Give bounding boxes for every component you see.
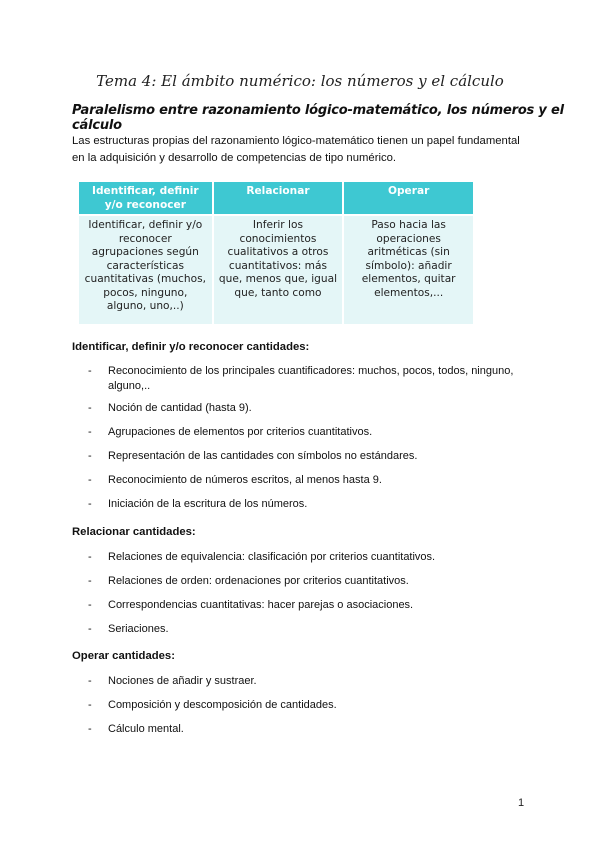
list-item: - Representación de las cantidades con símbolos no estándares.	[88, 450, 418, 462]
list-item: - Relaciones de equivalencia: clasificación por criterios cuantitativos.	[88, 551, 436, 563]
bullet-dash: -	[88, 699, 92, 711]
table-cell-relacionar: Inferir los conocimientos cualitativos a otros cuantitativos: más que, menos que, igual que, tanto como	[213, 215, 344, 325]
list-item: - Cálculo mental.	[88, 723, 184, 735]
list-item: - Agrupaciones de elementos por criterios cuantitativos.	[88, 426, 373, 438]
list-item: - Nociones de añadir y sustraer.	[88, 675, 257, 687]
table-header-relacionar: Relacionar	[213, 181, 344, 215]
bullet-dash: -	[88, 551, 92, 563]
list-item: - Reconocimiento de números escritos, al menos hasta 9.	[88, 474, 382, 486]
group-heading-identificar: Identificar, definir y/o reconocer cantidades:	[72, 341, 310, 353]
bullet-dash: -	[88, 623, 92, 635]
list-item: - Seriaciones.	[88, 623, 169, 635]
section-title: Paralelismo entre razonamiento lógico-matemático, los números y el cálculo	[72, 103, 564, 133]
table-header-identificar: Identificar, definir y/o reconocer	[78, 181, 213, 215]
bullet-dash: -	[88, 575, 92, 587]
bullet-dash: -	[88, 402, 92, 414]
bullet-dash: -	[88, 450, 92, 462]
table-cell-identificar: Identificar, definir y/o reconocer agrupaciones según características cuantitativas (muchos, pocos, ninguno, alguno, uno,..)	[78, 215, 213, 325]
page-title: Tema 4: El ámbito numérico: los números y el cálculo	[96, 72, 504, 90]
bullet-dash: -	[88, 498, 92, 510]
list-item: - Composición y descomposición de cantidades.	[88, 699, 337, 711]
bullet-dash: -	[88, 675, 92, 687]
summary-table	[77, 180, 475, 326]
list-item: - Relaciones de orden: ordenaciones por criterios cuantitativos.	[88, 575, 409, 587]
bullet-dash: -	[88, 599, 92, 611]
table-header-operar: Operar	[343, 181, 474, 215]
list-item: - Correspondencias cuantitativas: hacer parejas o asociaciones.	[88, 599, 414, 611]
table-header-row	[78, 181, 474, 215]
list-item: - Noción de cantidad (hasta 9).	[88, 402, 252, 414]
table-row	[78, 215, 474, 325]
page-number: 1	[518, 797, 525, 809]
group-heading-relacionar: Relacionar cantidades:	[72, 526, 196, 538]
bullet-dash: -	[88, 474, 92, 486]
group-heading-operar: Operar cantidades:	[72, 650, 175, 662]
bullet-dash: -	[88, 365, 92, 377]
list-item: - Iniciación de la escritura de los números.	[88, 498, 308, 510]
list-item: - Reconocimiento de los principales cuantificadores: muchos, pocos, todos, ninguno, alguno,..	[88, 365, 514, 392]
list-identificar	[88, 364, 533, 512]
intro-paragraph: Las estructuras propias del razonamiento lógico-matemático tienen un papel fundamental en la adquisición y desarrollo de competencias de tipo numérico.	[72, 135, 520, 164]
table-cell-operar: Paso hacia las operaciones aritméticas (sin símbolo): añadir elementos, quitar elementos,...	[343, 215, 474, 325]
bullet-dash: -	[88, 426, 92, 438]
list-operar	[88, 674, 533, 737]
list-relacionar	[88, 550, 533, 637]
bullet-dash: -	[88, 723, 92, 735]
